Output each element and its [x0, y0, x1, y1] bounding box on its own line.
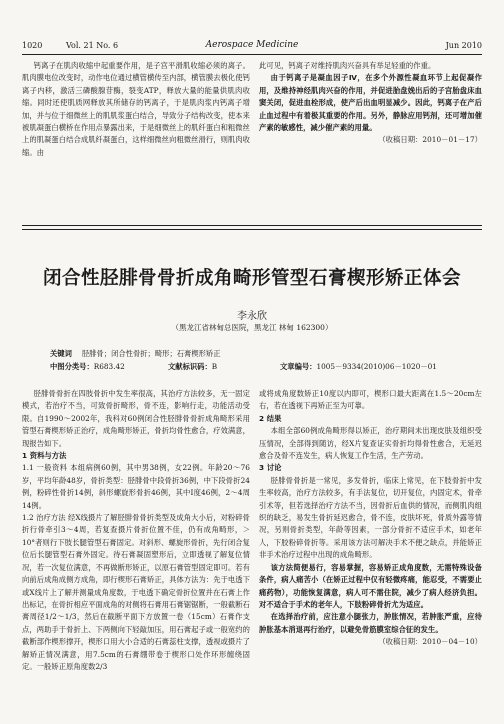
article-divider-top-thin — [22, 229, 482, 230]
page-number: 1020 — [22, 41, 43, 50]
prev-article-paragraph-bold: 由于钙离子是凝血因子Ⅳ，在多个外源性凝血环节上起促凝作用，及维持神经肌肉兴奋的作用，并促进胎盘娩出后的子宫胎盘床血窦关闭，促进血栓形成，使产后出血明显减少。因此，钙离子在产后止血过程中有着极其重要的作用。另外，静脉应用钙剂，还可增加催产素的敏感性，减少催产素的用量。 — [259, 73, 482, 133]
body-paragraph: 胫腓骨骨折是一常见，多发骨折，临床上常见，在下肢骨折中发生率较高，治疗方法较多，有手法复位，切开复位，内固定术，骨牵引术等，但若选择治疗方法不当，因骨折后血供的情况，而侧肌肉组织的缺乏，易发生骨折延迟愈合，骨不连，皮肤坏死，骨质外露等情况，另则骨折类型，年龄等因素，一部分骨折不适应手术，如老年人，下胶粉碎骨折等。采用该方法可解决手术不便之缺点，并能矫正非手术治疗过程中出现的成角畸形。 — [259, 475, 482, 560]
volume-issue: Vol. 21 No. 6 — [66, 41, 119, 50]
body-left-column — [22, 388, 250, 673]
running-header — [22, 38, 482, 55]
body-paragraph: 1.1 一般资料 本组病例60例，其中男38例，女22例。年龄20～76岁，平均年龄48岁，骨折类型：胫腓骨中段骨折36例，中下段骨折24例，粉碎性骨折14例，斜形螺旋形骨折46例，其中I度46例，2～4周14例。 — [22, 463, 250, 510]
article-divider-top — [22, 225, 482, 226]
journal-name: Aerospace Medicine — [205, 40, 299, 50]
article-affiliation: （黑龙江省林甸总医院，黑龙江 林甸 162300） — [171, 323, 333, 332]
article-id: 文章编号：1005－9334(2010)06－1020－01 — [280, 362, 437, 371]
article-title: 闭合性胫腓骨骨折成角畸形管型石膏楔形矫正体会 — [42, 268, 461, 289]
keywords-label: 关键词 — [50, 349, 72, 358]
prev-article-paragraph: 钙离子在肌肉收缩中起重要作用，是子宫平滑肌收缩必须的离子。肌肉膜电位改变时，动作电位通过横管横传至内部，横管膜去极化使钙离子内移，激活三磷酸腺苷酶，裂变ATP，释放大量的能量供肌肉收缩。同时还使肌质网释放其所储存的钙离子，于是肌肉浆内钙离子增加，并与位于细微丝上的肌肌浆蛋白结合，导致分子结构改变，使本来被肌凝蛋白横桥在作用点暴露出来，于是细微丝上的肌纤蛋白和粗微丝上的肌凝蛋白结合成肌纤凝蛋白，这样细微丝向粗微丝滑行，则肌肉收缩。由 — [22, 61, 250, 157]
body-paragraph-bold: 在选择治疗前，应注意小腿张力，肿胀情况，若肿胀严重，应待肿胀基本消退再行治疗，以避免骨筋膜室综合征的发生。 — [259, 612, 482, 634]
prev-article-received-date: （收稿日期：2010－01－17） — [378, 135, 482, 145]
section-heading: 2 结果 — [259, 413, 282, 423]
document-code: 文献标识码：B — [168, 362, 218, 371]
keywords-line — [50, 349, 221, 359]
body-right-column — [259, 388, 482, 649]
section-heading: 3 讨论 — [259, 463, 282, 473]
clc-number: 中图分类号：R683.42 — [50, 362, 125, 371]
body-paragraph: 1.2 治疗方法 经X线摄片了解胫腓骨骨折类型及成角大小后，对粉碎骨折行骨牵引3～4周，若复查摄片骨折位置不佳，仍有成角畸形，＞10°者则行下肢长腿管型石膏固定。对斜形、螺旋形骨折，先行闭合复位后长腿管型石膏外固定。待石膏凝固塑形后，立即透视了解复位情况，若一次复位满意，不再做断形矫正，以原石膏管型固定即可。若有向前后成角成侧方成角，即行楔形石膏矫正，具体方法为：先于电透下或X线片上了解并测量成角度数，于电透下确定骨折位置并在石膏上作出标记，在骨折相应平面成角的对侧将石膏用石膏锯锯断，一般截断石膏周径1/2～1/3，然后在截断平面下方放置一卷（15cm）石膏作支点，两助手于骨折上、下两侧向下轻敲加压，用石膏起子或一般宽约的截断部作楔形撑开，楔形口用大小合适的石膏蕊柱支撑，透视或摄片了解矫正情况满意，用7.5cm的石膏绷带卷于楔形口处作环形缠绕固定。一般矫正原角度数2/3 — [22, 513, 250, 671]
body-paragraph-bold: 该方法简便易行，容易掌握，容易矫正成角度数，无需特殊设备条件，病人痛苦小（在矫正过程中仅有轻微疼痛，能忍受，不需要止痛药物），功能恢复满意，病人可不需住院，减少了病人经济负担。对不适合于手术的老年人，下肢粉碎骨折尤为适应。 — [259, 562, 482, 609]
keywords-text: 胫腓骨；闭合性骨折；畸形；石膏楔形矫正 — [81, 349, 221, 358]
received-date: （收稿日期：2010－04－10） — [378, 637, 482, 647]
prev-article-left-column — [22, 60, 250, 159]
body-paragraph: 胫腓骨骨折在四肢骨折中发生率很高，其治疗方法较多，无一固定模式，若治疗不当，可致骨折畸形，骨不连，影响行走，功能活动受限。自1990～2002年，我科对60例闭合性胫腓骨骨折成角畸形采用管型石膏楔形矫正治疗，成角畸形矫正，骨折均骨性愈合，疗效满意，现报告如下。 — [22, 389, 250, 448]
issue-date: Jun 2010 — [445, 41, 482, 50]
section-heading: 1 资料与方法 — [22, 451, 67, 461]
body-paragraph: 或将成角度数矫正10度以内即可，楔形口最大距离在1.5～20cm左右，若在透视下再矫正至为可靠。 — [259, 389, 482, 411]
article-author: 李永欣 — [237, 311, 267, 322]
prev-article-right-column — [259, 60, 482, 147]
body-paragraph: 本组全部60例成角畸形得以矫正，治疗期间未出现皮肤及组织受压情况，全部得到随访，经X片复查证实骨折均得骨性愈合，无延迟愈合及骨不连发生，病人恢复工作生活，生产劳动。 — [259, 426, 482, 461]
prev-article-paragraph: 此可见，钙离子对维持肌肉兴奋具有举足轻重的作重。 — [259, 61, 436, 70]
